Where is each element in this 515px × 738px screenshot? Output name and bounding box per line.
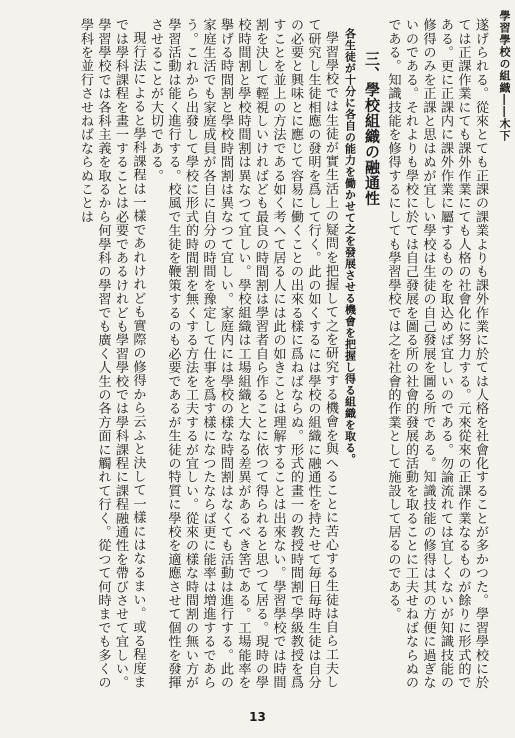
- page-number: 13: [249, 710, 266, 724]
- paragraph: 遂げられる。從來とても正課の課業よりも課外作業に於ては人格を社會化することが多かつた。學習學校に於ては正課作業にても課外作業にても人格の社會化に努力する。元來從來の正課作業なるものが餘りに形式的である。更に正課内に課外作業に屬するものを取込めば宜しいのである。勿論流れては宜しくないが知識技能の修得のみを正課と思はぬが宜しい學校は生徒の自己發展を圖る所である。知識技能の修得は其の方便に過ぎないのである。それよりも學校に於ては自己發展を圖る所の社會的發展的活動を取ることに工夫せねばならぬのである。知識技能を修得するにしても學習學校では之を社會的作業として施設して居るのである。: [385, 18, 488, 690]
- running-header: 學習學校の組織――木下: [498, 10, 511, 142]
- paragraph: 現行法によると學科課程は一樣であれけれども實際の修得から云ふと決して一樣にはなるまい。或る程度までは學科課程を畫一することは必要であるけれども學習學校では學科課程に課程融通性を帶びさせて宜しい。學習學校では各科主義を取るから何學科の學習でも廣く人生の各方面に觸れて行く。從つて何時までも多くの學科を並行させねばならぬことは: [78, 18, 146, 690]
- body-text: [21, 18, 489, 698]
- section-subtitle: 各生徒が十分に各自の能力を働かせて之を發展させる機會を把握し得る組織を取る。: [343, 28, 357, 465]
- paragraph: 學習學校では生徒が實生活上の疑問を把握して之を研究する機會を與へることに苦心する生徒は自ら工夫して研究し生徒相應の發明を爲して行く。此の如くするには學校の組織に融通性を持たせて毎日毎時生徒は自分の必要と興味とに應じて容易に働くことの出來る樣に爲ねばならぬ。形式的畫一の教授時間割で學級教授を爲すことを並上の方法である如く考へて居る人には此の如きことは理解することは出來ない。學習學校では時間割を決して輕視しいければども最良の時間割は學習者自ら作ることに依つて得られると思つて居る。現時の學校時間割と學校時間割は異なつて宜しい。學校組織は工場組織と大なる差異があるべき筈である。工場能率を擧げる時間割と學校時間割は異なつて宜しい。家庭内には學校の樣な時間割はなくても活動は進行する。此の家庭生活でも家庭成員が各自に自分の時間を豫定して仕事を爲す樣になつたならば更に能率は増進するであらう。これから出發して學校に形式的時間割を無くする方法を工夫するが宜しい。從來の樣な時間割の無い方が學習活動は能く進行する。校風で生徒を鞭策するのも必要であるが生徒の特質に學校を適應させて個性を發揮させることが大切である。: [148, 18, 338, 690]
- section-title: 三、學校組織の融通性: [363, 51, 381, 206]
